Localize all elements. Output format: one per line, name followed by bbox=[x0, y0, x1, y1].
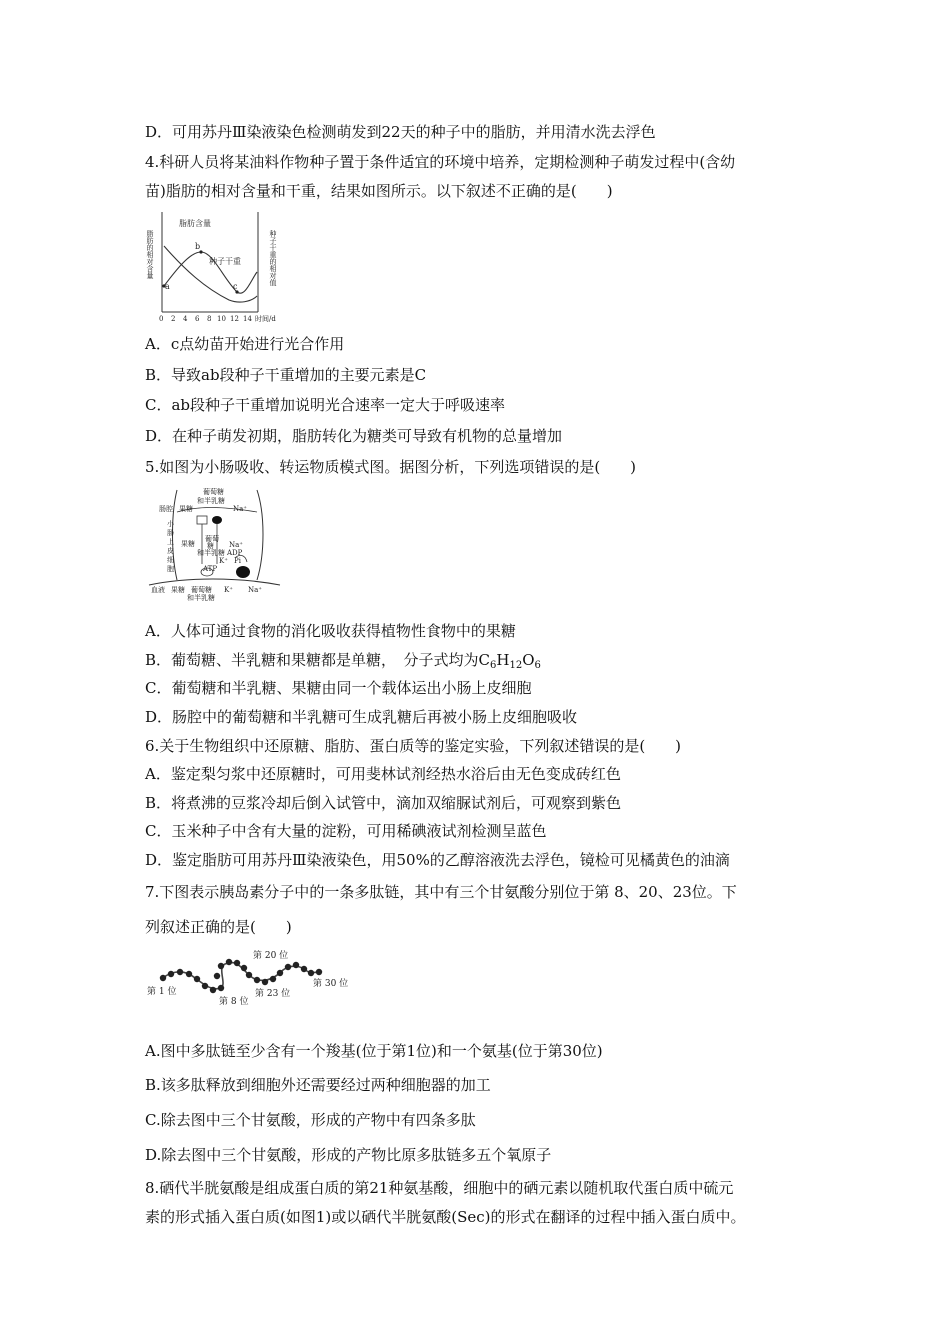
label-cell: 肠 bbox=[167, 529, 174, 537]
label-fructose-top: 果糖 bbox=[179, 505, 193, 513]
q5-option-a: A．人体可通过食物的消化吸收获得植物性食物中的果糖 bbox=[145, 622, 516, 640]
q6-option-c: C．玉米种子中含有大量的淀粉，可用稀碘液试剂检测呈蓝色 bbox=[145, 822, 547, 840]
x-tick: 12 bbox=[230, 315, 239, 323]
label-na-bot: Na⁺ bbox=[248, 586, 262, 594]
pos8-label: 第 8 位 bbox=[219, 997, 249, 1007]
pos20-label: 第 20 位 bbox=[253, 951, 289, 961]
label-glu-gal-bot2: 和半乳糖 bbox=[187, 594, 215, 602]
q3-option-d: D．可用苏丹Ⅲ染液染色检测萌发到22天的种子中的脂肪，并用清水洗去浮色 bbox=[145, 123, 656, 141]
label-glu-gal-mid: 葡萄 bbox=[205, 535, 219, 543]
q6-option-a: A．鉴定梨匀浆中还原糖时，可用斐林试剂经热水浴后由无色变成砖红色 bbox=[145, 765, 621, 783]
x-tick: 4 bbox=[183, 315, 188, 323]
label-glu-gal-mid3: 和半乳糖 bbox=[197, 549, 225, 557]
label-lumen: 肠腔 bbox=[159, 505, 173, 513]
x-tick: 10 bbox=[217, 315, 226, 323]
label-glu-gal-mid2: 糖 bbox=[207, 542, 214, 550]
q7-option-d: D.除去图中三个甘氨酸，形成的产物比原多肽链多五个氧原子 bbox=[145, 1146, 552, 1164]
label-cell: 上 bbox=[167, 538, 174, 546]
label-cell: 小 bbox=[167, 520, 174, 528]
point-b-label: b bbox=[195, 242, 201, 251]
fat-curve bbox=[164, 246, 257, 302]
x-tick: 2 bbox=[171, 315, 176, 323]
y-left-label: 脂肪的相对含量 bbox=[146, 230, 154, 279]
q4-option-d: D．在种子萌发初期，脂肪转化为糖类可导致有机物的总量增加 bbox=[145, 427, 563, 445]
label-na-mid: Na⁺ bbox=[229, 541, 243, 549]
label-cell: 胞 bbox=[167, 565, 174, 573]
label-adp: ADP bbox=[227, 549, 243, 557]
x-tick: 14 bbox=[243, 315, 252, 323]
pos1-label: 第 1 位 bbox=[147, 987, 177, 997]
q5-intestine-transport-diagram bbox=[147, 484, 282, 606]
label-glu-gal-top: 葡萄糖 bbox=[203, 488, 224, 496]
x-tick: 8 bbox=[207, 315, 212, 323]
amino-acid-residues bbox=[160, 959, 322, 993]
fat-curve-label: 脂肪含量 bbox=[179, 219, 211, 228]
q4-stem-line1: 4.科研人员将某油料作物种子置于条件适宜的环境中培养，定期检测种子萌发过程中(含幼 bbox=[145, 153, 736, 171]
label-blood: 血液 bbox=[151, 586, 165, 594]
pos30-label: 第 30 位 bbox=[313, 979, 349, 989]
label-k-mid: K⁺ bbox=[219, 557, 228, 565]
q7-stem-line2: 列叙述正确的是( ) bbox=[145, 918, 292, 936]
label-fructose-bot: 果糖 bbox=[171, 586, 185, 594]
label-glu-gal-bot: 葡萄糖 bbox=[191, 586, 212, 594]
label-cell: 细 bbox=[167, 556, 174, 564]
q7-stem-line1: 7.下图表示胰岛素分子中的一条多肽链，其中有三个甘氨酸分别位于第 8、20、23位。下 bbox=[145, 883, 737, 901]
q7-option-b: B.该多肽释放到细胞外还需要经过两种细胞器的加工 bbox=[145, 1076, 491, 1094]
label-atp: ATP bbox=[203, 565, 218, 573]
q7-option-a: A.图中多肽链至少含有一个羧基(位于第1位)和一个氨基(位于第30位) bbox=[145, 1042, 603, 1060]
q5-stem: 5.如图为小肠吸收、转运物质模式图。据图分析，下列选项错误的是( ) bbox=[145, 458, 637, 476]
label-cell: 皮 bbox=[167, 547, 174, 555]
q5-option-d: D．肠腔中的葡萄糖和半乳糖可生成乳糖后再被小肠上皮细胞吸收 bbox=[145, 708, 578, 726]
x-unit-label: 时间/d bbox=[255, 315, 276, 323]
y-right-label: 种子干重的相对值 bbox=[269, 230, 277, 286]
q8-stem-line2: 素的形式插入蛋白质(如图1)或以硒代半胱氨酸(Sec)的形式在翻译的过程中插入蛋白质中。 bbox=[145, 1208, 746, 1226]
q4-stem-line2: 苗)脂肪的相对含量和干重，结果如图所示。以下叙述不正确的是( ) bbox=[145, 182, 613, 200]
label-fructose-mid: 果糖 bbox=[181, 540, 195, 548]
q7-option-c: C.除去图中三个甘氨酸，形成的产物中有四条多肽 bbox=[145, 1111, 476, 1129]
label-na-top: Na⁺ bbox=[233, 505, 247, 513]
q8-stem-line1: 8.硒代半胱氨酸是组成蛋白质的第21种氨基酸，细胞中的硒元素以随机取代蛋白质中硫元 bbox=[145, 1179, 734, 1197]
q4-option-b: B．导致ab段种子干重增加的主要元素是C bbox=[145, 366, 427, 384]
x-tick: 6 bbox=[195, 315, 200, 323]
q7-peptide-chain-diagram bbox=[145, 948, 355, 1010]
label-k-bot: K⁺ bbox=[224, 586, 233, 594]
point-a-label: a bbox=[165, 282, 170, 291]
q4-option-c: C．ab段种子干重增加说明光合速率一定大于呼吸速率 bbox=[145, 396, 506, 414]
q5-option-c: C．葡萄糖和半乳糖、果糖由同一个载体运出小肠上皮细胞 bbox=[145, 679, 532, 697]
q6-option-d: D．鉴定脂肪可用苏丹Ⅲ染液染色，用50%的乙醇溶液洗去浮色，镜检可见橘黄色的油滴 bbox=[145, 851, 730, 869]
point-c-label: c bbox=[233, 282, 238, 291]
x-tick: 0 bbox=[159, 315, 164, 323]
label-glu-gal-top2: 和半乳糖 bbox=[197, 497, 225, 505]
q4-option-a: A．c点幼苗开始进行光合作用 bbox=[145, 335, 345, 353]
q5-option-b: B．葡萄糖、半乳糖和果糖都是单糖， 分子式均为$C_6H_{12}O_6$ bbox=[145, 651, 541, 671]
weight-curve-label: 种子干重 bbox=[209, 257, 241, 266]
q6-stem: 6.关于生物组织中还原糖、脂肪、蛋白质等的鉴定实验，下列叙述错误的是( ) bbox=[145, 737, 682, 755]
label-pi: Pi bbox=[234, 557, 241, 565]
pos23-label: 第 23 位 bbox=[255, 989, 291, 999]
q4-fat-weight-graph bbox=[145, 208, 285, 326]
q6-option-b: B．将煮沸的豆浆冷却后倒入试管中，滴加双缩脲试剂后，可观察到紫色 bbox=[145, 794, 622, 812]
